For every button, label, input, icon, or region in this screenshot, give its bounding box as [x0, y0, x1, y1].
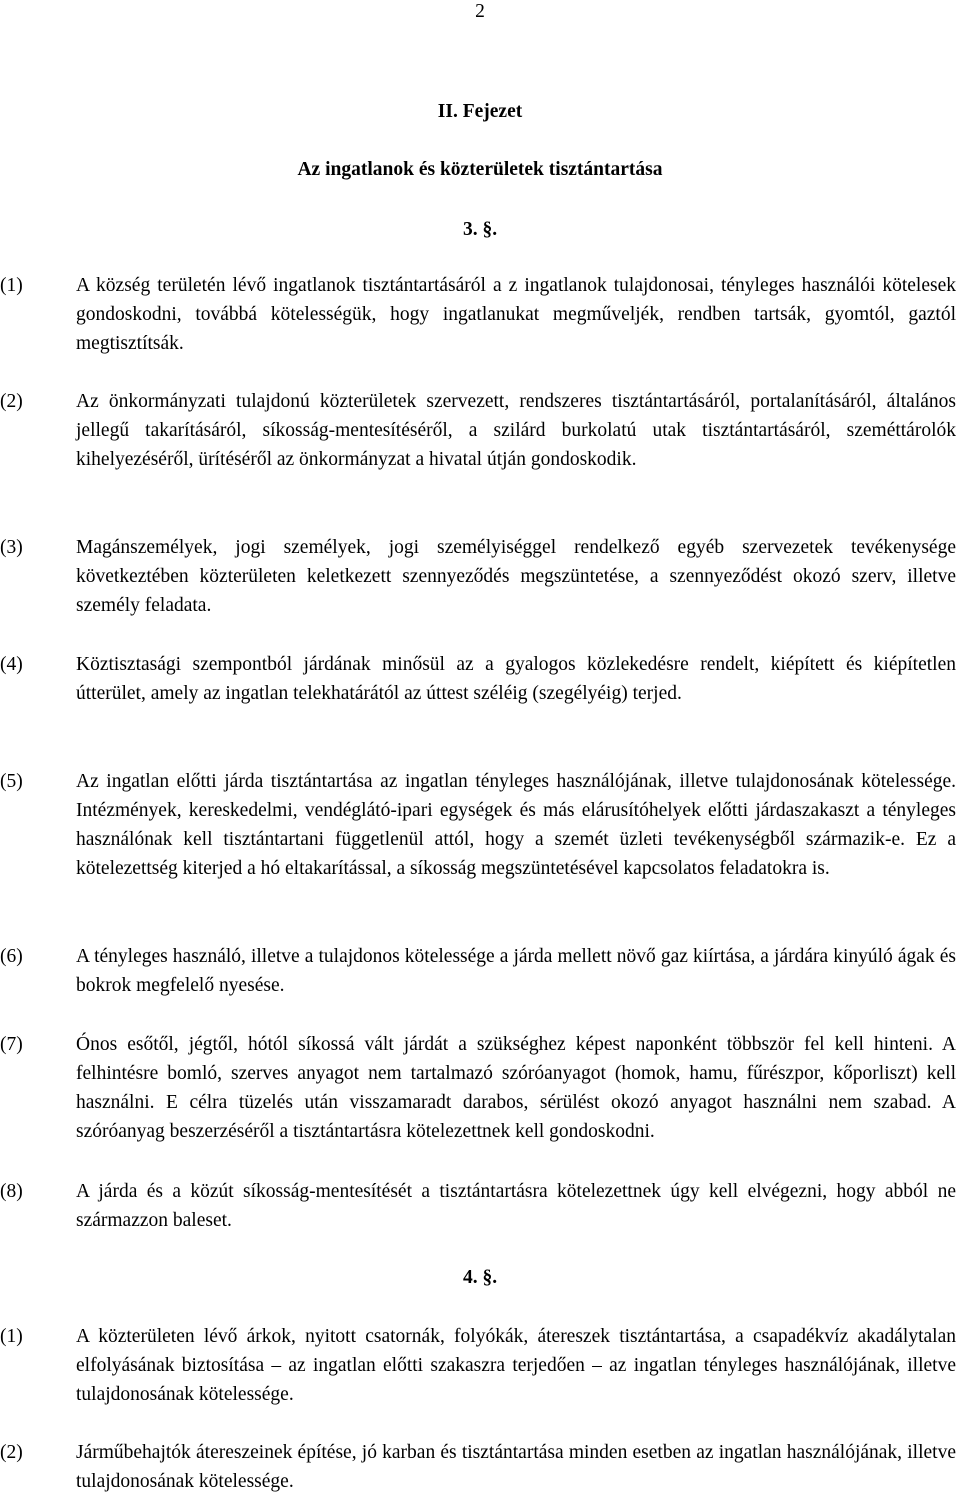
section-3-label: 3. §. — [462, 219, 498, 240]
paragraph-number: (2) — [0, 1442, 23, 1463]
paragraph-text: A közterületen lévő árkok, nyitott csatornák, folyókák, áteresze​k tisztántartása, a csapadékvíz akadálytalan elfolyásának biztosítása – az ingatlan előtti szakaszra terjedően – az ingatlan tényleges használójának, illetve tulajdonosának kötelessége. — [76, 1326, 956, 1405]
section-4-paragraph-1 — [0, 1322, 956, 1409]
paragraph-text: Ónos esőtől, jégtől, hótól síkossá vált járdát a szükséghez képest naponként többször fel kell hinteni. A felhintésre bomló, szerves anyagot nem tartalmazó szóróanyagot (homok, hamu, fűrészpor, kőporliszt) kell használni. E célra tüzelés után visszamaradt darabos, sérülést okozó anyagot használni nem szabad. A szóróanyag beszerzéséről a tisztántartásra kötelezettnek kell gondoskodni. — [76, 1034, 956, 1142]
section-4-paragraph-2 — [0, 1438, 956, 1496]
section-3-paragraph-1 — [0, 271, 956, 358]
chapter-subtitle: Az ingatlanok és közterületek tisztántartása — [297, 159, 663, 180]
paragraph-number: (4) — [0, 654, 23, 675]
paragraph-text: Az ingatlan előtti járda tisztántartása az ingatlan tényleges használójának, illetve tulajdonosának kötelessége. Intézmények, kereskedelmi, vendéglátó-ipari egységek és más elárusítóhelyek előtti járdaszakaszt a tényleges használónak kell tisztántartani függetlenül attól, hogy a szemét üzleti tevékenységből származik-e. Ez a kötelezettség kiterjed a hó eltakarítással, a síkosság megszüntetésével kapcsolatos feladatokra is. — [76, 771, 956, 879]
section-3-paragraph-8 — [0, 1177, 956, 1235]
paragraph-text: Járműbehajtók áteresze​inek építése, jó karban és tisztántartása minden esetben az ingatlan használójának, illetve tulajdonosának kötelessége. — [76, 1442, 956, 1492]
section-3-paragraph-2 — [0, 387, 956, 474]
section-3-paragraph-5 — [0, 767, 956, 883]
section-3-paragraph-6 — [0, 942, 956, 1000]
paragraph-number: (6) — [0, 946, 23, 967]
paragraph-text: A tényleges használó, illetve a tulajdonos kötelessége a járda mellett növő gaz kiírtása, a járdára kinyúló ágak és bokrok megfelelő nyesése. — [76, 946, 956, 996]
paragraph-number: (5) — [0, 771, 23, 792]
paragraph-text: Az önkormányzati tulajdonú közterületek szervezett, rendszeres tisztántartásáról, portalanításáról, általános jellegű takarításáról, síkosság-mentesítéséről, a szilárd burkolatú utak tisztántartásáról, szeméttárolók kihelyezéséről, ürítéséről az önkormányzat a hivatal útján gondoskodik. — [76, 391, 956, 470]
paragraph-number: (8) — [0, 1181, 23, 1202]
paragraph-text: Köztisztasági szempontból járdának minősül az a gyalogos közlekedésre rendelt, kiépített és kiépítetlen útterület, amely az ingatlan telekhatárától az úttest széléig (szegélyéig) terjed. — [76, 654, 956, 704]
paragraph-number: (2) — [0, 391, 23, 412]
paragraph-number: (1) — [0, 1326, 23, 1347]
section-4-label: 4. §. — [462, 1267, 498, 1288]
paragraph-number: (7) — [0, 1034, 23, 1055]
section-3-paragraph-3 — [0, 533, 956, 620]
paragraph-number: (1) — [0, 275, 23, 296]
paragraph-number: (3) — [0, 537, 23, 558]
section-3-paragraph-4 — [0, 650, 956, 708]
chapter-title: II. Fejezet — [437, 101, 523, 122]
section-3-paragraph-7 — [0, 1030, 956, 1146]
paragraph-text: A járda és a közút síkosság-mentesítését a tisztántartásra kötelezettnek úgy kell elvégezni, hogy abból ne származzon baleset. — [76, 1181, 956, 1231]
paragraph-text: Magánszemélyek, jogi személyek, jogi személyiséggel rendelkező egyéb szervezetek tevékenysége következtében közterületen keletkezett szennyeződés megszüntetése, a szennyeződést okozó szerv, illetve személy feladata. — [76, 537, 956, 616]
paragraph-text: A község területén lévő ingatlanok tisztántartásáról a z ingatlanok tulajdonosai, tényleges használói kötelesek gondoskodni, továbbá kötelességük, hogy ingatlanukat megművelj​ék, rendben tartsák, gyomtól, gaztól megtisztítsák. — [76, 275, 956, 354]
page-number: 2 — [475, 1, 485, 22]
